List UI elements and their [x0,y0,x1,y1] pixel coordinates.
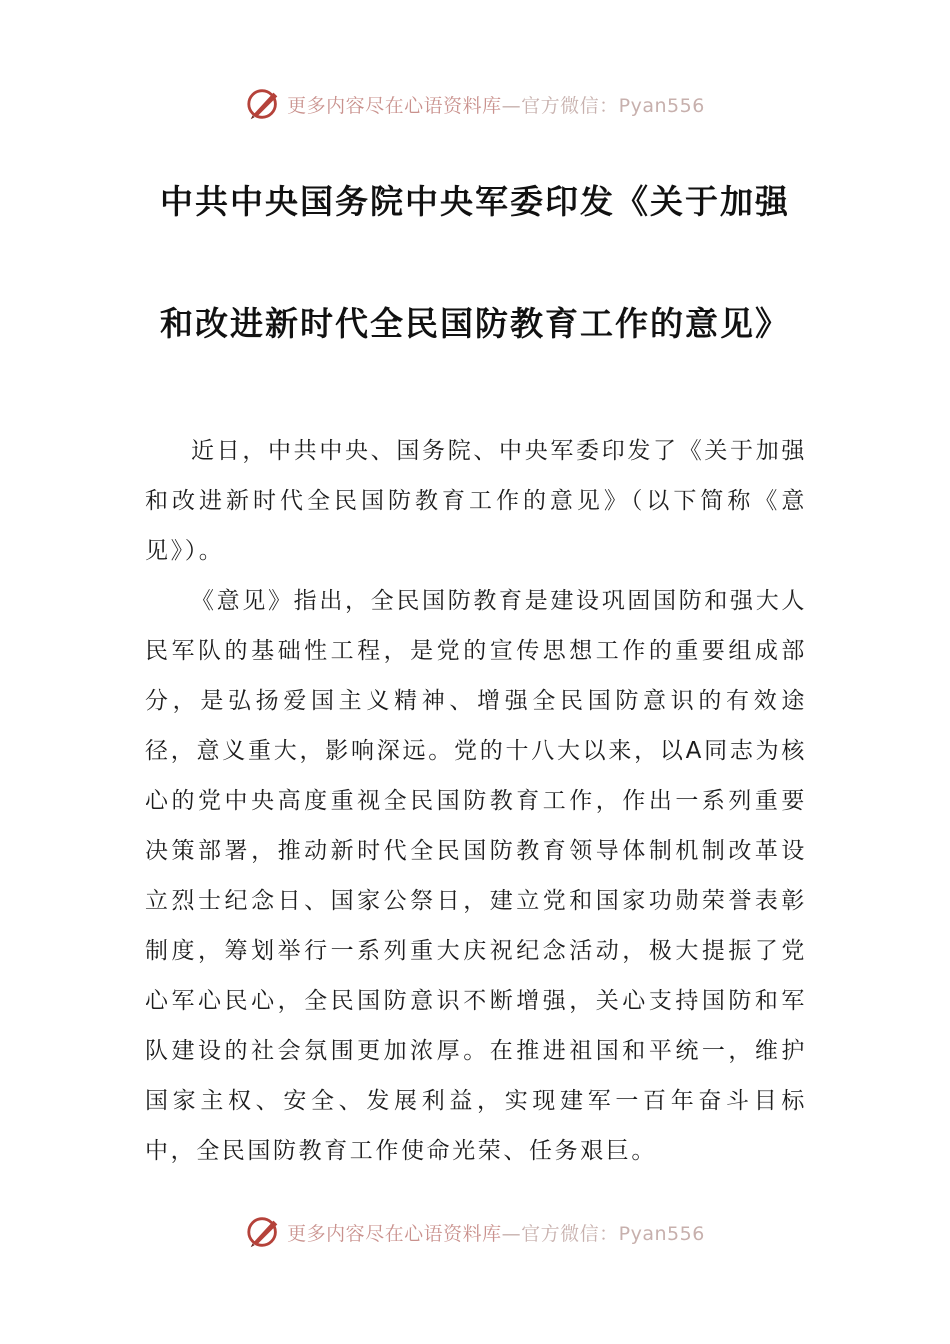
header-watermark [0,84,950,124]
pen-logo-icon [245,85,283,123]
watermark-wechat-text: —官方微信：Pyan556 [501,94,705,117]
paragraph: 《意见》指出，全民国防教育是建设巩固国防和强大人民军队的基础性工程，是党的宣传思想工作的重要组成部分，是弘扬爱国主义精神、增强全民国防意识的有效途径，意义重大，影响深远。党的十八大以来，以A同志为核心的党中央高度重视全民国防教育工作，作出一系列重要决策部署，推动新时代全民国防教育领导体制机制改革设立烈士纪念日、国家公祭日，建立党和国家功勋荣誉表彰制度，筹划举行一系列重大庆祝纪念活动，极大提振了党心军心民心，全民国防意识不断增强，关心支持国防和军队建设的社会氛围更加浓厚。在推进祖国和平统一，维护国家主权、安全、发展利益，实现建军一百年奋斗目标中，全民国防教育工作使命光荣、任务艰巨。 [145,588,807,1164]
paragraph: 近日，中共中央、国务院、中央军委印发了《关于加强和改进新时代全民国防教育工作的意见》（以下简称《意见》）。 [145,438,807,564]
pen-logo-icon [245,1213,283,1251]
document-body [145,426,807,1176]
watermark-main-text: 更多内容尽在心语资料库 [287,1222,502,1245]
document-title-line-2: 和改进新时代全民国防教育工作的意见》 [160,304,790,343]
watermark-main-text: 更多内容尽在心语资料库 [287,94,502,117]
watermark-wechat-text: —官方微信：Pyan556 [501,1222,705,1245]
document-title-line-1: 中共中央国务院中央军委印发《关于加强 [160,182,790,221]
footer-watermark [0,1212,950,1252]
